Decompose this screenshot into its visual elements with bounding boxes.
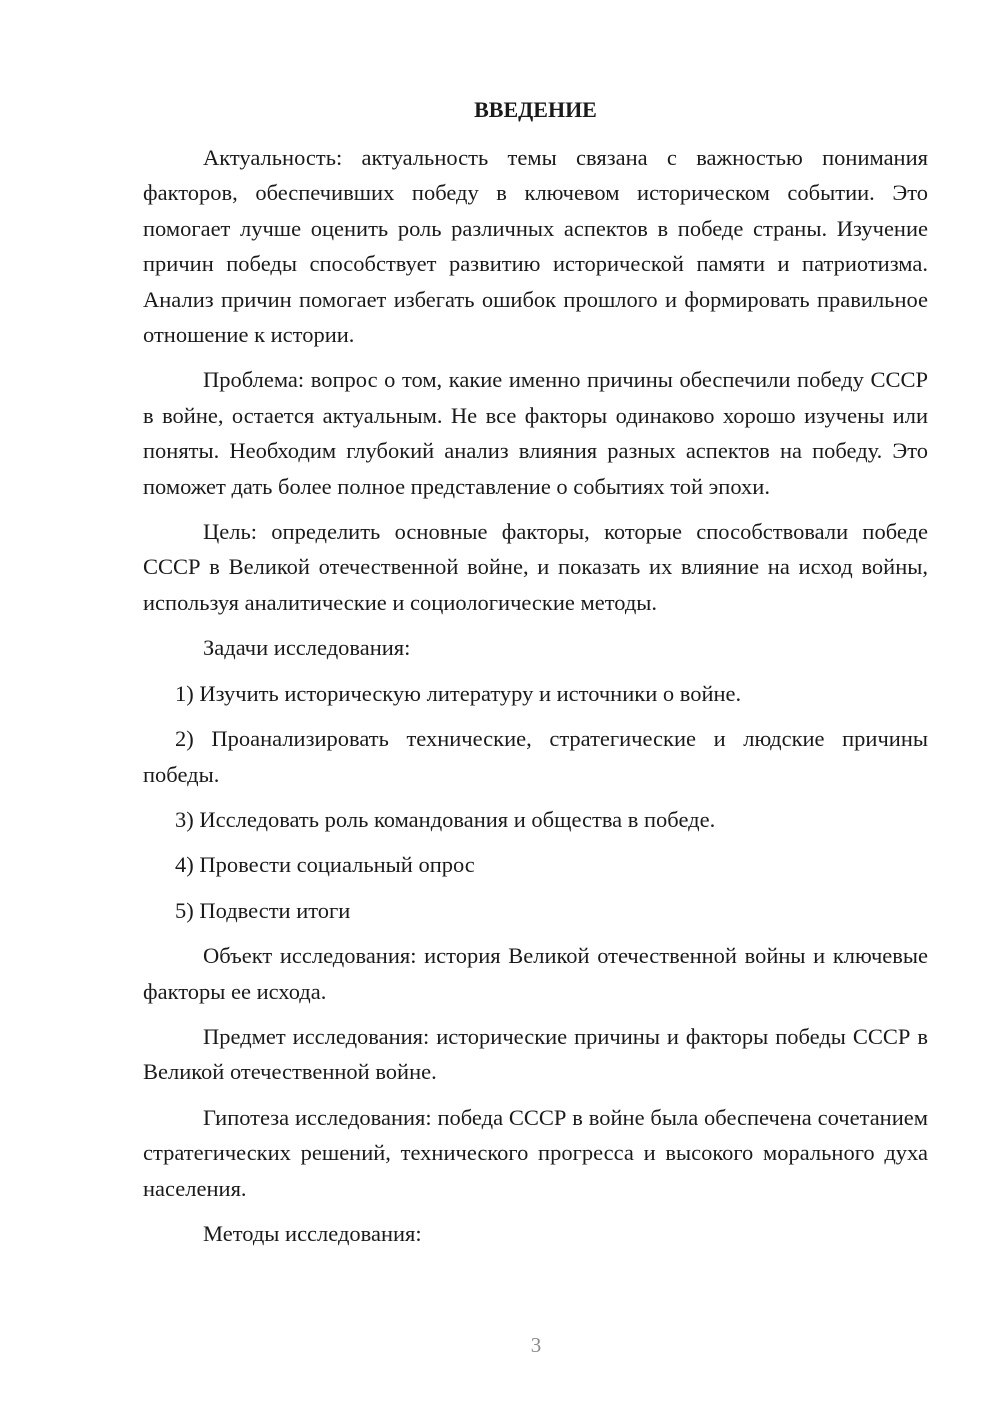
relevance-paragraph: Актуальность: актуальность темы связана с важностью понимания факторов, обеспечивших победу в ключевом историческом событии. Это помогает лучше оценить роль различных аспектов в победе страны. Изучение причин победы способствует развитию исторической памяти и патриотизма. Анализ причин помогает избегать ошибок прошлого и формировать правильное отношение к истории. (143, 145, 928, 348)
task-item-4: 4) Провести социальный опрос (175, 852, 475, 878)
tasks-heading: Задачи исследования: (203, 635, 411, 661)
task-item-2: 2) Проанализировать технические, стратегические и людские причины победы. (143, 726, 928, 787)
subject-paragraph: Предмет исследования: исторические причины и факторы победы СССР в Великой отечественной войне. (143, 1023, 928, 1085)
page-number: 3 (530, 1333, 542, 1357)
task-item-5: 5) Подвести итоги (175, 897, 351, 923)
page-content (143, 95, 928, 1261)
page-title: ВВЕДЕНИЕ (474, 97, 597, 122)
goal-paragraph: Цель: определить основные факторы, которые способствовали победе СССР в Великой отечественной войне, и показать их влияние на исход войны, используя аналитические и социологические методы. (143, 519, 928, 615)
task-item-3: 3) Исследовать роль командования и общества в победе. (175, 806, 716, 832)
object-paragraph: Объект исследования: история Великой отечественной войны и ключевые факторы ее исхода. (143, 943, 928, 1004)
problem-paragraph: Проблема: вопрос о том, какие именно причины обеспечили победу СССР в войне, остается актуальным. Не все факторы одинаково хорошо изучены или поняты. Необходим глубокий анализ влияния разных аспектов на победу. Это поможет дать более полное представление о событиях той эпохи. (143, 367, 928, 499)
methods-heading: Методы исследования: (203, 1220, 422, 1246)
task-item-1: 1) Изучить историческую литературу и источники о войне. (175, 680, 742, 706)
hypothesis-paragraph: Гипотеза исследования: победа СССР в войне была обеспечена сочетанием стратегических решений, технического прогресса и высокого морального духа населения. (143, 1104, 928, 1201)
